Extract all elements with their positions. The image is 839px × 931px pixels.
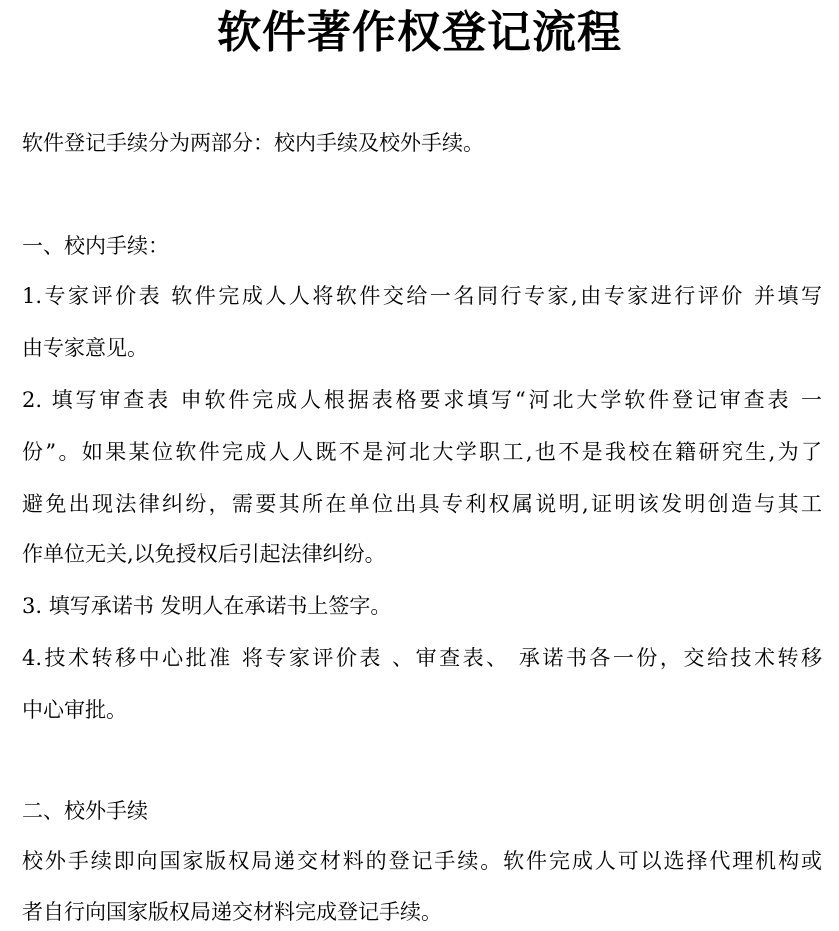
item-4-line-1: 4.技术转移中心批准 将专家评价表 、审查表、 承诺书各一份，交给技术转移 — [22, 646, 822, 670]
section-2-line-1: 校外手续即向国家版权局递交材料的登记手续。软件完成人可以选择代理机构或 — [22, 849, 822, 873]
section-2-line-2: 者自行向国家版权局递交材料完成登记手续。 — [22, 900, 442, 924]
section-1-heading: 一、校内手续： — [22, 234, 169, 258]
intro-paragraph: 软件登记手续分为两部分：校内手续及校外手续。 — [22, 131, 484, 155]
item-2-line-2: 份”。如果某位软件完成人人既不是河北大学职工,也不是我校在籍研究生,为了 — [22, 440, 822, 464]
item-1-line-2: 由专家意见。 — [22, 336, 148, 360]
item-2-line-4: 作单位无关,以免授权后引起法律纠纷。 — [22, 542, 386, 566]
item-1-line-1: 1.专家评价表 软件完成人人将软件交给一名同行专家,由专家进行评价 并填写 — [22, 284, 822, 308]
item-2-line-3: 避免出现法律纠纷，需要其所在单位出具专利权属说明,证明该发明创造与其工 — [22, 492, 822, 516]
document-title: 软件著作权登记流程 — [217, 7, 622, 58]
item-2-line-1: 2. 填写审查表 申软件完成人根据表格要求填写“河北大学软件登记审查表 一 — [22, 388, 822, 412]
item-4-line-2: 中心审批。 — [22, 698, 127, 722]
item-3-line-1: 3. 填写承诺书 发明人在承诺书上签字。 — [22, 594, 392, 618]
section-2-heading: 二、校外手续 — [22, 799, 148, 823]
